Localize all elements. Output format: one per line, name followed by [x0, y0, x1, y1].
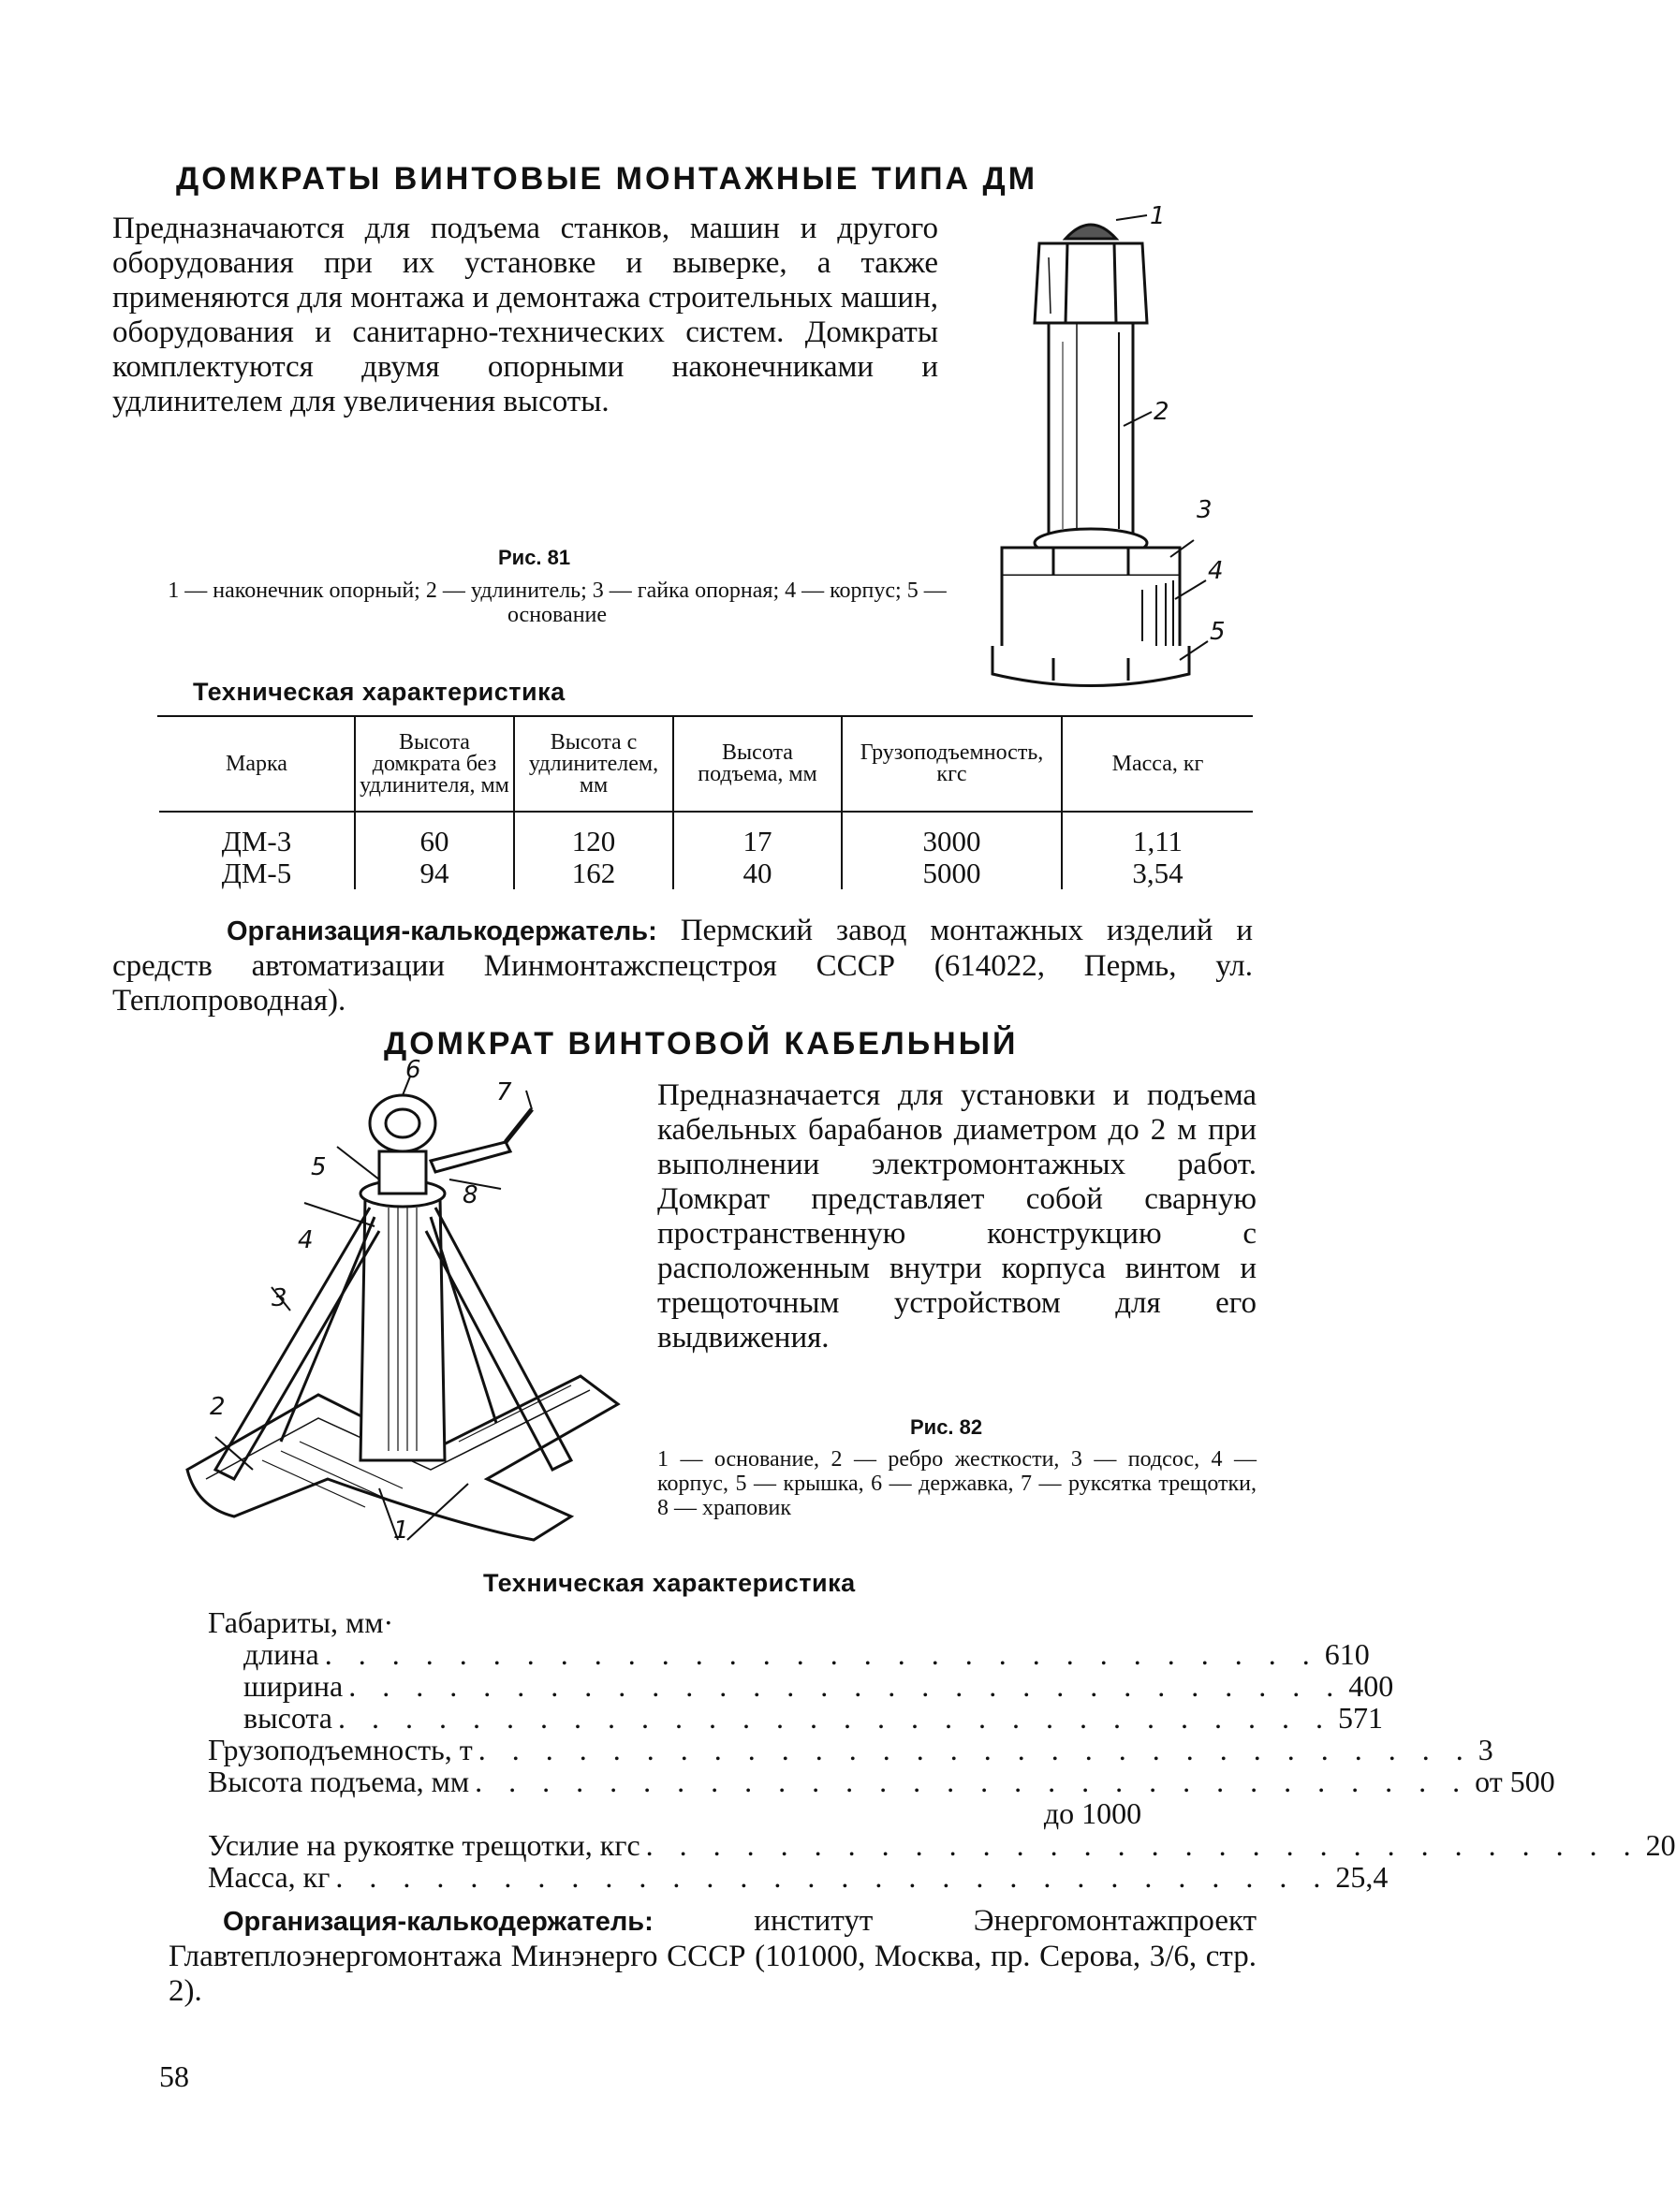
spec-label: Высота подъема, мм [208, 1765, 470, 1798]
cell: 120 [514, 812, 673, 857]
section1-table-title: Техническая характеристика [193, 678, 566, 706]
header-marka: Марка [159, 717, 355, 812]
spec-row: Усилие на рукоятке трещотки, кгс . . . . . . . . . . . . . . . . . . . . . . . . . . . . . . 20 [208, 1828, 1676, 1862]
figure-81-caption: 1 — наконечник опорный; 2 — удлинитель; 3 — гайка опорная; 4 — корпус; 5 — основание [168, 579, 947, 627]
header-mass: Масса, кг [1062, 717, 1253, 812]
section2-title: ДОМКРАТ ВИНТОВОЙ КАБЕЛЬНЫЙ [384, 1026, 1019, 1062]
spec-value: от 500 [1475, 1765, 1555, 1798]
figure-81-jack-illustration [983, 201, 1255, 688]
cell: 5000 [842, 857, 1062, 889]
organization-text: институт Энергомонтажпроект Главтеплоэнергомонтажа Минэнерго СССР (101000, Москва, пр. Серова, 3/6, стр. 2). [169, 1904, 1257, 2008]
fig82-label-4: 4 [298, 1226, 314, 1254]
cell: 3000 [842, 812, 1062, 857]
spec-label: высота [243, 1701, 332, 1735]
spec-row: ширина . . . . . . . . . . . . . . . . . . . . . . . . . . . . . . 400 [243, 1669, 1394, 1703]
section2-spec-list [208, 1605, 1676, 1894]
fig82-label-8: 8 [463, 1181, 478, 1209]
section1-spec-table [159, 717, 1253, 889]
spec-label: Масса, кг [208, 1860, 331, 1894]
fig82-label-6: 6 [405, 1056, 421, 1084]
fig81-label-5: 5 [1210, 618, 1226, 646]
spec-label: Габариты, мм· [208, 1605, 394, 1639]
spec-row: Масса, кг . . . . . . . . . . . . . . . . . . . . . . . . . . . . . . 25,4 [208, 1860, 1389, 1894]
figure-81-caption-title: Рис. 81 [498, 546, 571, 569]
header-load-capacity: Грузоподъемность, кгс [842, 717, 1062, 812]
section1-title: ДОМКРАТЫ ВИНТОВЫЕ МОНТАЖНЫЕ ТИПА ДМ [176, 161, 1038, 197]
cell: 60 [355, 812, 514, 857]
fig82-label-1: 1 [393, 1516, 409, 1545]
fig82-label-5: 5 [311, 1153, 327, 1181]
cell: ДМ-3 [221, 825, 292, 857]
header-height-without-extender: Высота домкрата без удлинителя, мм [355, 717, 514, 812]
spec-label: Усилие на рукоятке трещотки, кгс [208, 1828, 640, 1862]
header-lift-height: Высота подъема, мм [673, 717, 842, 812]
spec-value: 20 [1645, 1828, 1676, 1862]
organization-text: Пермский завод монтажных изделий и средств автоматизации Минмонтажспецстроя СССР (614022, Пермь, ул. Теплопроводная). [112, 914, 1254, 1018]
fig81-label-3: 3 [1197, 496, 1213, 524]
spec-row: длина . . . . . . . . . . . . . . . . . . . . . . . . . . . . . . 610 [243, 1637, 1370, 1671]
figure-82-caption: 1 — основание, 2 — ребро жесткости, 3 — подсос, 4 — корпус, 5 — крышка, 6 — державка, 7 — руксятка трещотки, 8 — храповик [657, 1447, 1257, 1520]
cell: 1,11 [1062, 812, 1253, 857]
table-row [159, 857, 1253, 889]
spec-value: 3 [1478, 1733, 1493, 1766]
section2-organization [169, 1904, 1257, 2009]
organization-label: Организация-калькодержатель: [227, 916, 657, 946]
figure-82-cable-jack-illustration [178, 1067, 646, 1554]
spec-value: 25,4 [1335, 1860, 1389, 1894]
fig81-label-1: 1 [1150, 202, 1166, 230]
cell: 162 [514, 857, 673, 889]
fig82-label-2: 2 [210, 1393, 226, 1421]
spec-value: до 1000 [1043, 1796, 1142, 1830]
section1-description: Предназначаются для подъема станков, машин и другого оборудования при их установке и выверке, а также применяются для монтажа и демонтажа строительных машин, оборудования и санитарно-технических систем. Домкраты комплектуются двумя опорными наконечниками и удлинителем для увеличения высоты. [112, 212, 938, 418]
spec-row: Высота подъема, мм . . . . . . . . . . . . . . . . . . . . . . . . . . . . . . от 500 [208, 1765, 1555, 1798]
section1-organization [112, 914, 1253, 1018]
spec-value: 610 [1324, 1637, 1370, 1671]
spec-label: Грузоподъемность, т [208, 1733, 473, 1766]
spec-value: 400 [1348, 1669, 1394, 1703]
spec-row: Грузоподъемность, т . . . . . . . . . . . . . . . . . . . . . . . . . . . . . . 3 [208, 1733, 1493, 1766]
cell: 3,54 [1062, 857, 1253, 889]
figure-82-caption-title: Рис. 82 [910, 1415, 983, 1439]
header-height-with-extender: Высота с удлинителем, мм [514, 717, 673, 812]
page-number: 58 [159, 2059, 189, 2093]
cell: 94 [355, 857, 514, 889]
table-row [159, 812, 1253, 857]
section2-spec-title: Техническая характеристика [483, 1569, 856, 1597]
cell: 40 [673, 857, 842, 889]
fig82-label-3: 3 [272, 1284, 287, 1312]
spec-dimensions-heading [208, 1606, 1144, 1638]
spec-value: 571 [1337, 1701, 1383, 1735]
cell: ДМ-5 [221, 857, 292, 889]
organization-label: Организация-калькодержатель: [223, 1907, 654, 1937]
fig82-label-7: 7 [496, 1078, 512, 1106]
spec-row: высота . . . . . . . . . . . . . . . . . . . . . . . . . . . . . . 571 [243, 1701, 1383, 1735]
fig81-label-2: 2 [1154, 398, 1169, 426]
spec-label: ширина [243, 1669, 344, 1703]
spec-row [208, 1797, 1144, 1829]
section2-description: Предназначается для установки и подъема кабельных барабанов диаметром до 2 м при выполнении электромонтажных работ. Домкрат представляет собой сварную пространственную конструкцию с расположенным внутри корпуса винтом и трещоточным устройством для его выдвижения. [657, 1078, 1257, 1355]
fig81-label-4: 4 [1208, 557, 1224, 585]
spec-label: длина [243, 1637, 319, 1671]
cell: 17 [673, 812, 842, 857]
